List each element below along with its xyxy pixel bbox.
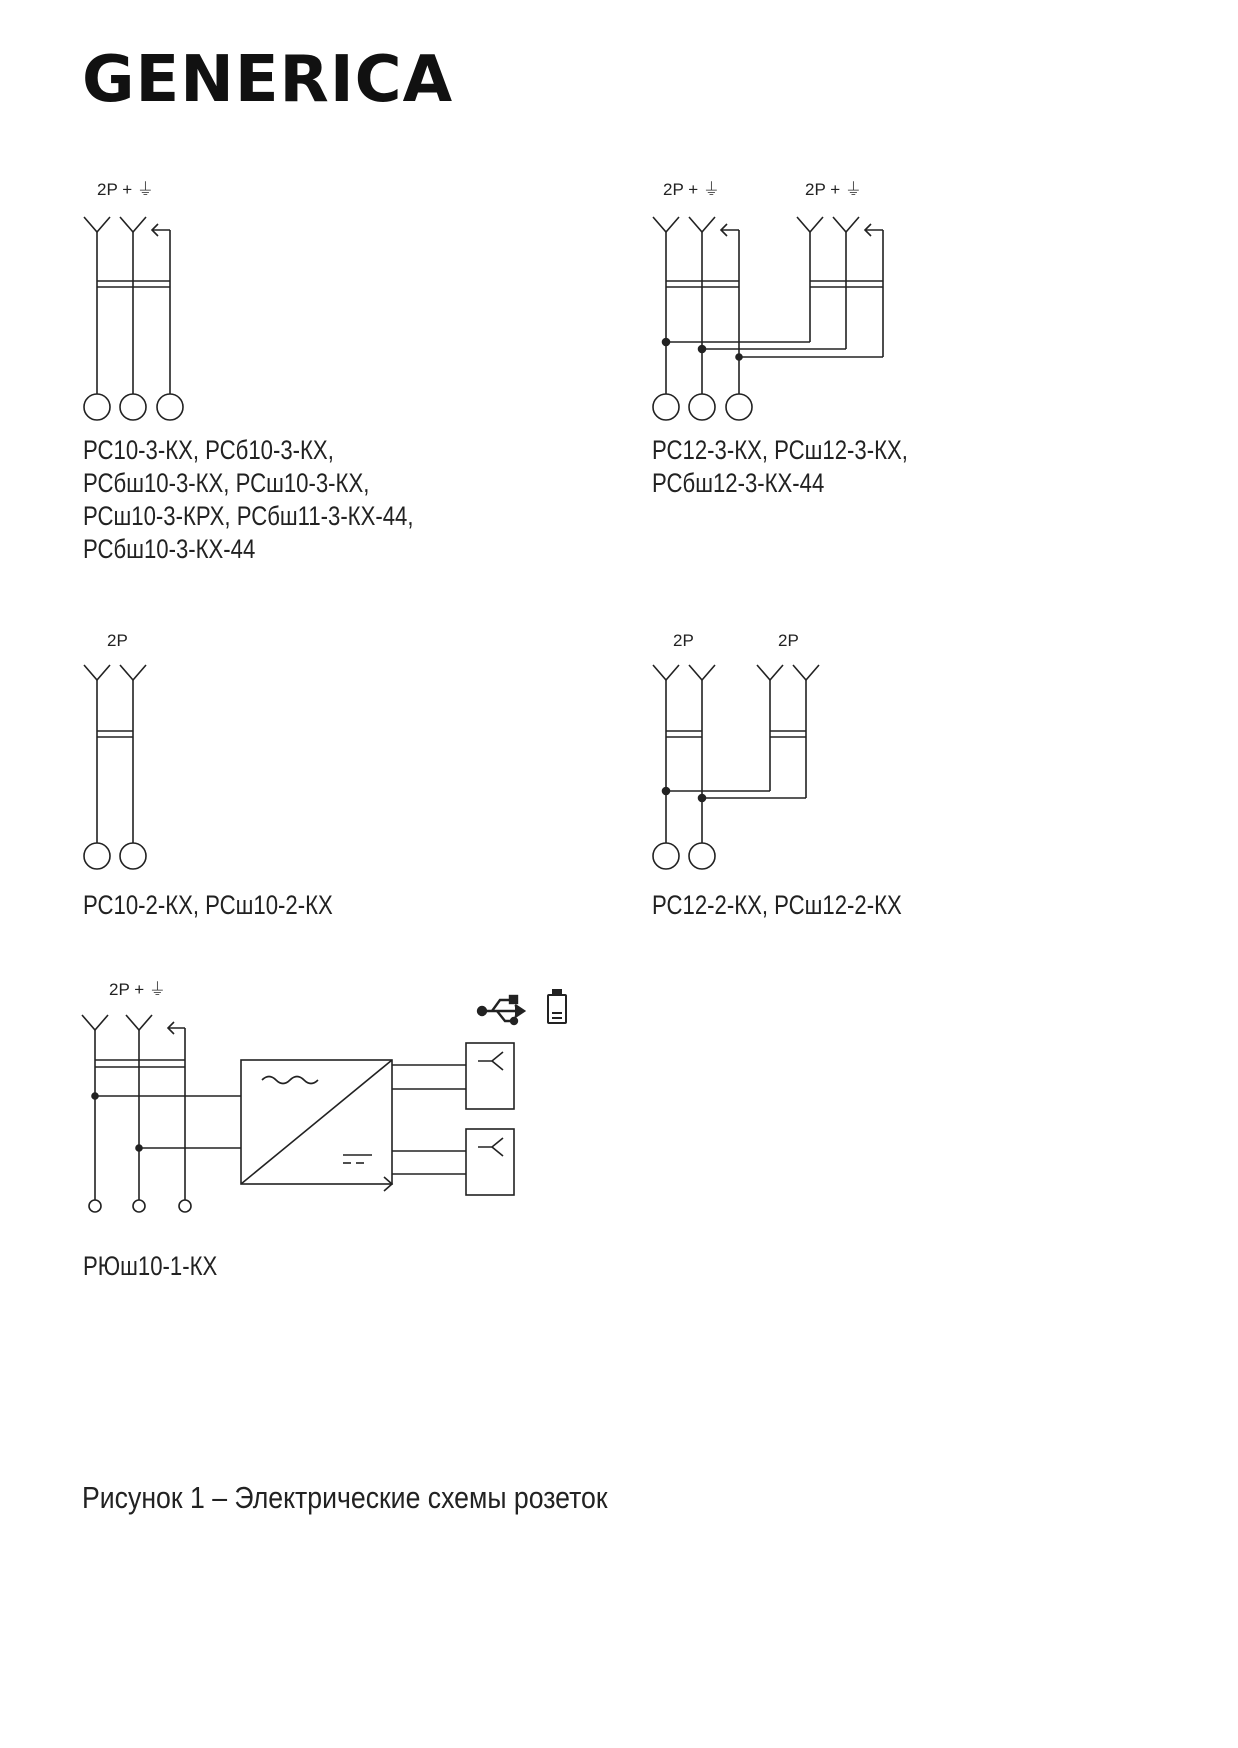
caption-line: РС10-2-КХ, РСш10-2-КХ	[83, 890, 333, 920]
diagram-rs10-2	[84, 631, 146, 869]
caption-line: РЮш10-1-КХ	[83, 1251, 218, 1281]
diagram-rs12-2	[653, 631, 819, 869]
figure-caption: Рисунок 1 – Электрические схемы розеток	[82, 1480, 608, 1515]
caption-line: РСш10-3-КРХ, РСбш11-3-КХ-44,	[83, 501, 414, 531]
caption-line: РСбш10-3-КХ-44	[83, 534, 256, 564]
caption-line: РС12-2-КХ, РСш12-2-КХ	[652, 890, 902, 920]
symbol-label-left: 2P	[673, 631, 694, 650]
battery-icon	[548, 990, 566, 1023]
diagram-rs10-3	[84, 180, 183, 420]
symbol-label-right: 2P	[778, 631, 799, 650]
caption-rs10-3	[83, 434, 414, 566]
caption-rs12-3	[652, 434, 908, 500]
diagram-rs12-3	[653, 180, 883, 420]
caption-line: РСбш12-3-КХ-44	[652, 468, 825, 498]
symbol-label-right: 2P + ⏚	[805, 180, 862, 199]
symbol-label: 2P	[107, 631, 128, 650]
brand-logo: GENERICA	[82, 43, 454, 117]
caption-line: РС12-3-КХ, РСш12-3-КХ,	[652, 435, 908, 465]
caption-line: РС10-3-КХ, РСб10-3-КХ,	[83, 435, 334, 465]
symbol-label: 2P + ⏚	[109, 980, 166, 999]
diagram-ryush10-1	[82, 980, 566, 1212]
usb-icon	[478, 996, 524, 1024]
caption-line: РСбш10-3-КХ, РСш10-3-КХ,	[83, 468, 370, 498]
symbol-label-left: 2P + ⏚	[663, 180, 720, 199]
symbol-label: 2P + ⏚	[97, 180, 154, 199]
caption-rs12-2	[652, 889, 902, 922]
ac-symbol	[262, 1077, 318, 1084]
usb-port-1	[466, 1043, 514, 1109]
caption-rs10-2	[83, 889, 333, 922]
usb-port-2	[466, 1129, 514, 1195]
caption-ryush10-1	[83, 1250, 217, 1283]
